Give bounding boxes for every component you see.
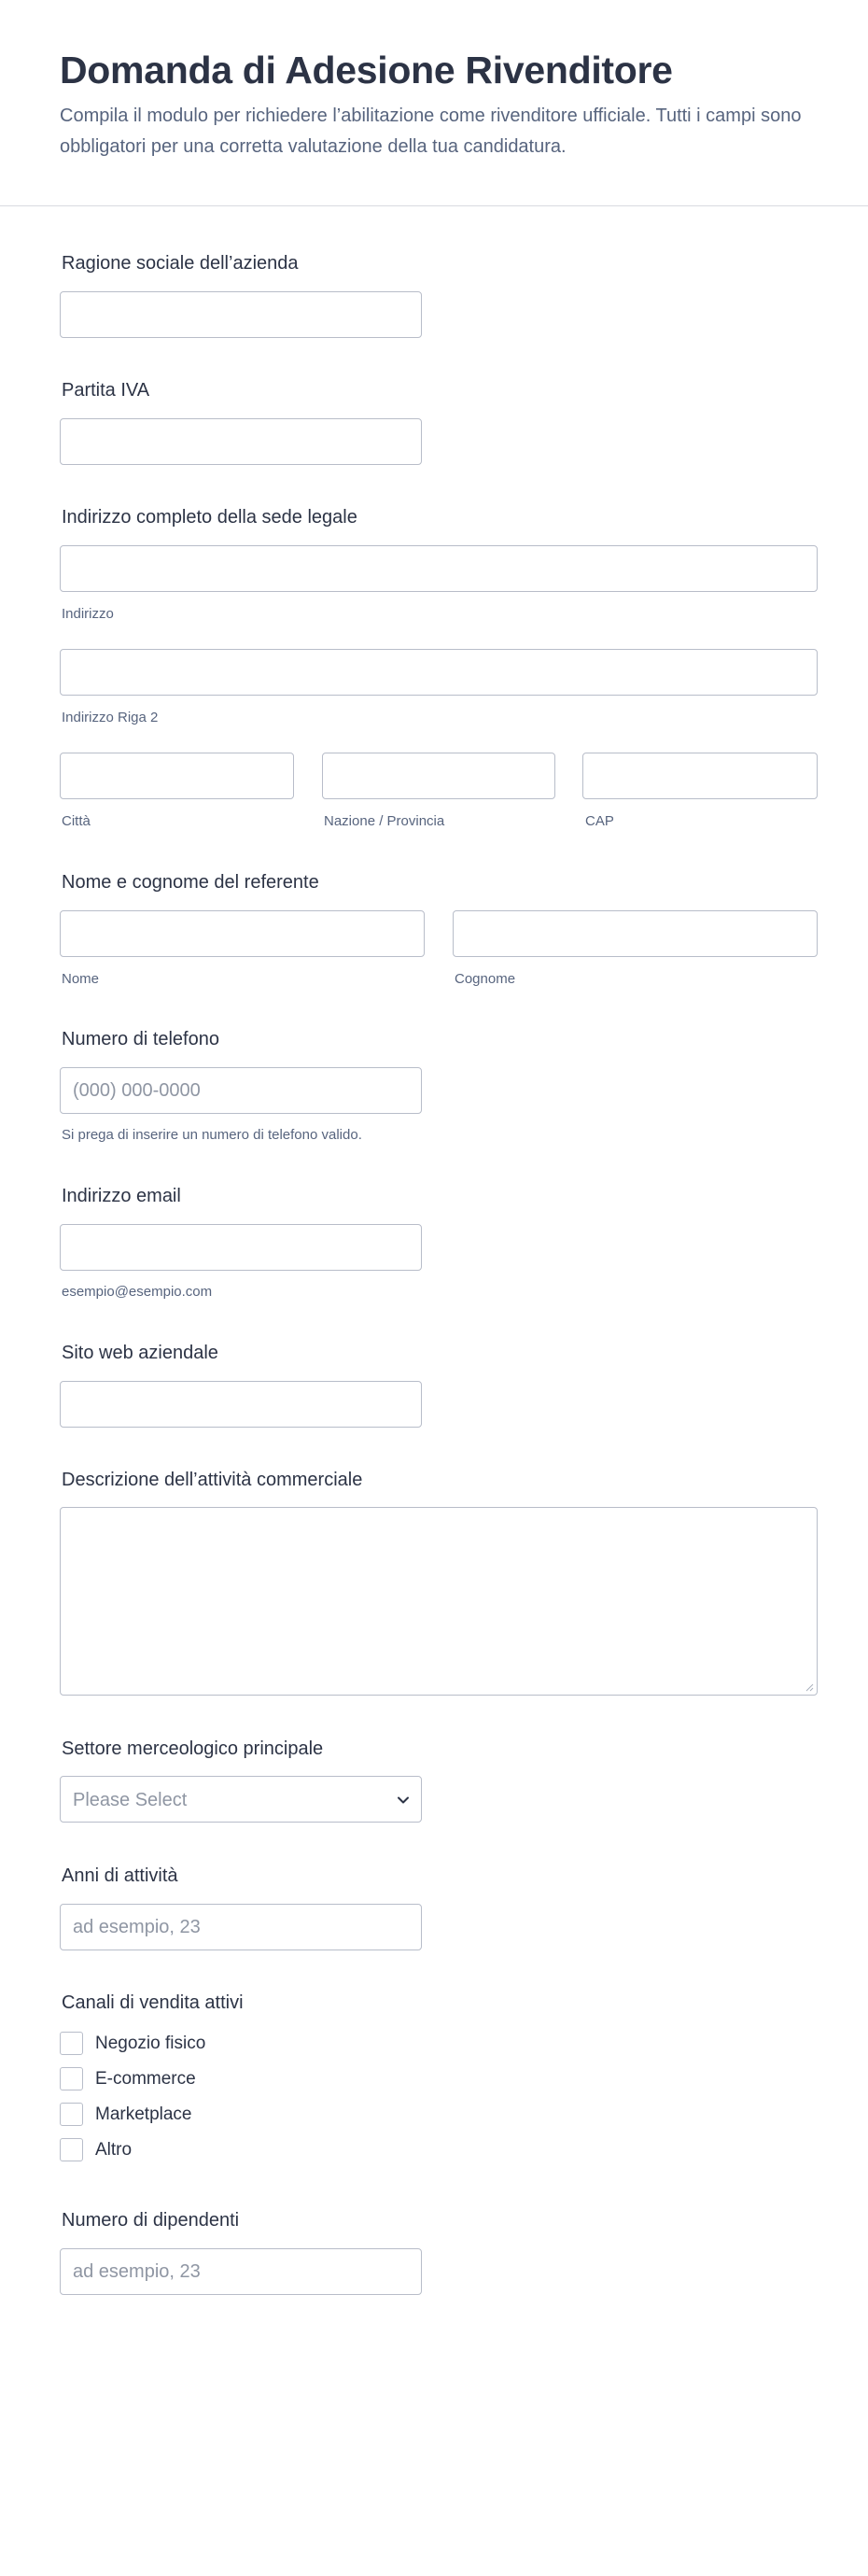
phone-label: Numero di telefono (62, 1029, 219, 1049)
sector-label: Settore merceologico principale (62, 1738, 324, 1759)
channel-option-label: Negozio fisico (95, 2034, 206, 2053)
channel-option-label: Altro (95, 2140, 133, 2160)
company-name-input[interactable] (60, 291, 422, 338)
checkbox[interactable] (60, 2138, 83, 2161)
channels-label: Canali di vendita attivi (62, 1992, 244, 2013)
address-line1-input[interactable] (60, 545, 818, 592)
city-input[interactable] (60, 753, 294, 799)
phone-hint: Si prega di inserire un numero di telefono valido. (62, 1127, 362, 1143)
checkbox[interactable] (60, 2032, 83, 2055)
employees-input[interactable] (60, 2248, 422, 2295)
province-sublabel: Nazione / Provincia (324, 813, 445, 829)
first-name-sublabel: Nome (62, 971, 100, 987)
address-line2-sublabel: Indirizzo Riga 2 (62, 710, 159, 725)
last-name-sublabel: Cognome (455, 971, 516, 987)
chevron-down-icon (397, 1794, 410, 1807)
last-name-input[interactable] (453, 910, 818, 957)
years-label: Anni di attività (62, 1865, 178, 1886)
email-input[interactable] (60, 1224, 422, 1271)
contact-name-label: Nome e cognome del referente (62, 872, 319, 893)
sector-selected-value: Please Select (73, 1790, 188, 1810)
years-input[interactable] (60, 1904, 422, 1950)
first-name-input[interactable] (60, 910, 425, 957)
company-name-label: Ragione sociale dell’azienda (62, 253, 299, 274)
form-title: Domanda di Adesione Rivenditore (60, 49, 673, 91)
description-label: Descrizione dell’attività commerciale (62, 1470, 363, 1490)
vat-input[interactable] (60, 418, 422, 465)
description-textarea[interactable] (60, 1507, 818, 1696)
address-label: Indirizzo completo della sede legale (62, 507, 357, 528)
phone-input[interactable] (60, 1067, 422, 1114)
vat-label: Partita IVA (62, 380, 150, 401)
form-subtitle: Compila il modulo per richiedere l’abilitazione come rivenditore ufficiale. Tutti i campi sono obbligatori per una corretta valutazione della tua candidatura. (60, 106, 802, 157)
website-label: Sito web aziendale (62, 1343, 218, 1363)
province-input[interactable] (322, 753, 555, 799)
resize-grip-icon[interactable] (804, 1682, 814, 1692)
email-hint: esempio@esempio.com (62, 1284, 213, 1300)
sector-select[interactable] (60, 1776, 422, 1823)
zip-sublabel: CAP (585, 813, 614, 829)
checkbox[interactable] (60, 2067, 83, 2090)
address-line2-input[interactable] (60, 649, 818, 696)
address-line1-sublabel: Indirizzo (62, 606, 114, 622)
channel-option-label: E-commerce (95, 2069, 196, 2089)
form-header (0, 0, 868, 206)
checkbox[interactable] (60, 2103, 83, 2126)
website-input[interactable] (60, 1381, 422, 1428)
employees-label: Numero di dipendenti (62, 2210, 240, 2231)
city-sublabel: Città (62, 813, 91, 829)
email-label: Indirizzo email (62, 1186, 181, 1206)
zip-input[interactable] (582, 753, 818, 799)
channel-option-label: Marketplace (95, 2104, 192, 2124)
